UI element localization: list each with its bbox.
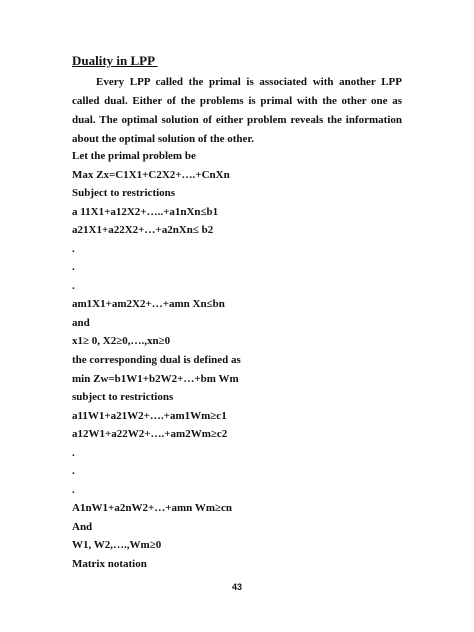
text-line: a21X1+a22X2+…+a2nXn≤ b2: [72, 224, 214, 237]
text-line: Subject to restrictions: [72, 187, 176, 200]
text-line: .: [72, 261, 75, 274]
text-line: Matrix notation: [72, 558, 147, 571]
text-line: A1nW1+a2nW2+…+amn Wm≥cn: [72, 502, 233, 515]
text-line: Let the primal problem be: [72, 150, 196, 162]
text-line: the corresponding dual is defined as: [72, 354, 241, 367]
text-line: a 11X1+a12X2+…..+a1nXn≤b1: [72, 205, 219, 218]
text-line: Max Zx=C1X1+C2X2+….+CnXn: [72, 168, 230, 181]
text-line: a12W1+a22W2+….+am2Wm≥c2: [72, 428, 228, 441]
text-line: am1X1+am2X2+…+amn Xn≤bn: [72, 298, 225, 311]
text-line: .: [72, 465, 75, 478]
text-line: And: [72, 520, 93, 533]
text-line: .: [72, 279, 75, 292]
text-line: x1≥ 0, X2≥0,….,xn≥0: [72, 335, 171, 348]
page-number: 43: [231, 582, 242, 592]
content-lines: [72, 147, 241, 574]
text-line: and: [72, 316, 90, 329]
intro-paragraph: Every LPP called the primal is associated with another LPP called dual. Either of the problems is primal with the other one as dual. The optimal solution of either problem reveals the information about the optimal solution of the other.: [72, 76, 402, 145]
section-heading: Duality in LPP: [72, 53, 158, 68]
text-line: .: [72, 446, 75, 459]
text-line: W1, W2,….,Wm≥0: [72, 539, 162, 552]
text-line: .: [72, 242, 75, 255]
text-line: min Zw=b1W1+b2W2+…+bm Wm: [72, 372, 239, 385]
text-line: a11W1+a21W2+….+am1Wm≥c1: [72, 409, 227, 422]
text-line: subject to restrictions: [72, 391, 174, 404]
text-line: .: [72, 483, 75, 496]
